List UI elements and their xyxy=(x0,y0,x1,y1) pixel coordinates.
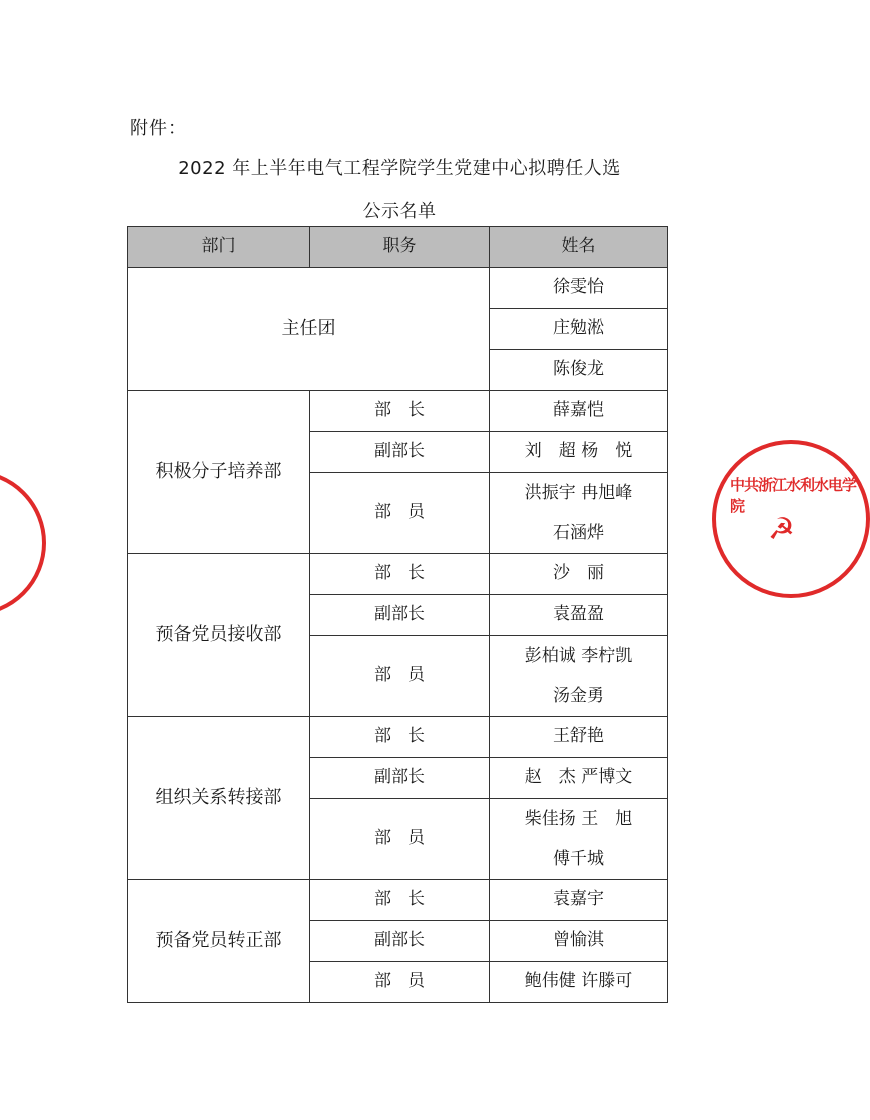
member-names-line: 彭柏诚 李柠凯 xyxy=(524,646,633,666)
name-cell xyxy=(490,636,668,717)
document-title: 2022 年上半年电气工程学院学生党建中心拟聘任人选 xyxy=(178,158,621,179)
member-names-line: 汤金勇 xyxy=(553,686,604,706)
name-cell xyxy=(490,799,668,880)
name-cell: 王舒艳 xyxy=(490,717,668,758)
party-emblem-icon: ☭ xyxy=(768,512,795,547)
table-row xyxy=(128,554,668,595)
position-cell: 部 长 xyxy=(310,717,490,758)
table-row xyxy=(128,880,668,921)
name-cell xyxy=(490,473,668,554)
table-header-row xyxy=(128,227,668,268)
official-seal-right xyxy=(712,440,870,598)
position-cell: 部 员 xyxy=(310,473,490,554)
name-cell: 赵 杰 严博文 xyxy=(490,758,668,799)
dept-cell: 预备党员接收部 xyxy=(128,554,310,717)
member-names-line: 石涵烨 xyxy=(553,523,604,543)
table-row xyxy=(128,268,668,309)
official-seal-left xyxy=(0,470,46,616)
name-cell: 薛嘉恺 xyxy=(490,391,668,432)
name-cell: 庄勉淞 xyxy=(490,309,668,350)
header-name: 姓名 xyxy=(490,227,668,268)
member-names-line: 柴佳扬 王 旭 xyxy=(524,809,633,829)
name-cell: 陈俊龙 xyxy=(490,350,668,391)
position-cell: 部 长 xyxy=(310,554,490,595)
position-cell: 副部长 xyxy=(310,595,490,636)
name-cell: 曾愉淇 xyxy=(490,921,668,962)
document-subtitle: 公示名单 xyxy=(362,201,437,222)
member-names-line: 洪振宇 冉旭峰 xyxy=(524,483,633,503)
dept-cell: 积极分子培养部 xyxy=(128,391,310,554)
name-cell: 徐雯怡 xyxy=(490,268,668,309)
dept-cell: 预备党员转正部 xyxy=(128,880,310,1003)
name-cell: 袁盈盈 xyxy=(490,595,668,636)
name-cell: 刘 超 杨 悦 xyxy=(490,432,668,473)
appointment-table xyxy=(127,226,668,1003)
position-cell: 部 长 xyxy=(310,880,490,921)
position-cell: 部 长 xyxy=(310,391,490,432)
member-names-line: 傅千城 xyxy=(553,849,604,869)
position-cell: 部 员 xyxy=(310,799,490,880)
dept-cell-presidium: 主任团 xyxy=(128,268,490,391)
header-position: 职务 xyxy=(310,227,490,268)
name-cell: 沙 丽 xyxy=(490,554,668,595)
dept-cell: 组织关系转接部 xyxy=(128,717,310,880)
position-cell: 副部长 xyxy=(310,921,490,962)
position-cell: 部 员 xyxy=(310,636,490,717)
attachment-label: 附件： xyxy=(130,118,187,139)
position-cell: 副部长 xyxy=(310,758,490,799)
position-cell: 部 员 xyxy=(310,962,490,1003)
table-row xyxy=(128,391,668,432)
seal-right-text: 中共浙江水利水电学院 xyxy=(730,476,857,515)
header-dept: 部门 xyxy=(128,227,310,268)
position-cell: 副部长 xyxy=(310,432,490,473)
table-row xyxy=(128,717,668,758)
name-cell: 袁嘉宇 xyxy=(490,880,668,921)
name-cell: 鲍伟健 许滕可 xyxy=(490,962,668,1003)
